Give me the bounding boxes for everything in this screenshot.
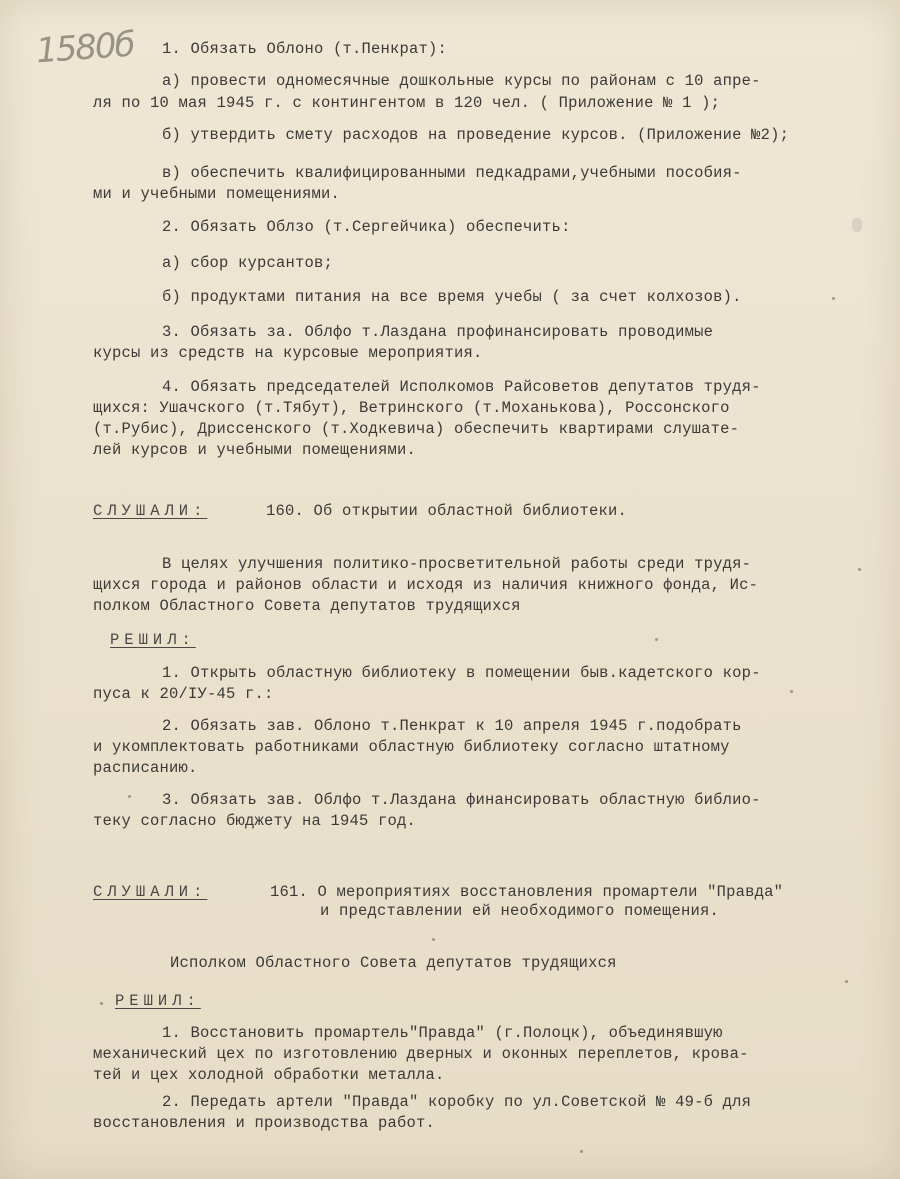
paper-dot (128, 795, 131, 798)
text-line: тей и цех холодной обработки металла. (93, 1066, 445, 1084)
paper-dot (580, 1150, 583, 1153)
text-line: теку согласно бюджету на 1945 год. (93, 812, 417, 830)
text-line: механический цех по изготовлению дверных и оконных переплетов, крова- (93, 1045, 749, 1063)
text-line: 1. Восстановить промартель"Правда" (г.Полоцк), объединявшую (162, 1024, 723, 1042)
text-line: а) сбор курсантов; (162, 254, 334, 272)
archive-number: 1580б (34, 24, 135, 72)
text-line: В целях улучшения политико-просветительной работы среди трудя- (162, 555, 752, 573)
text-line: а) провести одномесячные дошкольные курсы по районам с 10 апре- (162, 72, 761, 90)
label-reshil: РЕШИЛ: (110, 631, 196, 649)
paper-dot (655, 638, 658, 641)
text-line: щихся города и районов области и исходя из наличия книжного фонда, Ис- (93, 576, 759, 594)
text-line: Исполком Областного Совета депутатов трудящихся (170, 954, 617, 972)
text-line: 1. Обязать Облоно (т.Пенкрат): (162, 40, 448, 58)
text-line: полком Областного Совета депутатов трудящихся (93, 597, 521, 615)
label-slushali: СЛУШАЛИ: (93, 502, 208, 520)
label-slushali: СЛУШАЛИ: (93, 883, 208, 901)
paper-dot (832, 297, 835, 300)
text-line: б) утвердить смету расходов на проведение курсов. (Приложение №2); (162, 126, 790, 144)
text-line: ля по 10 мая 1945 г. с контингентом в 120 чел. ( Приложение № 1 ); (93, 94, 721, 112)
text-line: 4. Обязать председателей Исполкомов Райсоветов депутатов трудя- (162, 378, 761, 396)
text-line: ми и учебными помещениями. (93, 185, 341, 203)
paper-dot (858, 568, 861, 571)
text-line: пуса к 20/IУ-45 г.: (93, 685, 274, 703)
text-line: лей курсов и учебными помещениями. (93, 441, 417, 459)
text-line: (т.Рубис), Дриссенского (т.Ходкевича) обеспечить квартирами слушате- (93, 420, 740, 438)
text-line: расписанию. (93, 759, 198, 777)
text-line: 3. Обязать зав. Облфо т.Лаздана финансировать областную библио- (162, 791, 761, 809)
paper-dot (100, 1002, 103, 1005)
text-line: 2. Обязать Облзо (т.Сергейчика) обеспечить: (162, 218, 571, 236)
text-line: курсы из средств на курсовые мероприятия. (93, 344, 483, 362)
paper-dot (432, 938, 435, 941)
paper-speck (852, 218, 862, 232)
text-line: и укомплектовать работниками областную библиотеку согласно штатному (93, 738, 730, 756)
label-reshil: РЕШИЛ: (115, 992, 201, 1010)
agenda-item-160: 160. Об открытии областной библиотеки. (266, 502, 628, 520)
text-line: б) продуктами питания на все время учебы ( за счет колхозов). (162, 288, 742, 306)
text-line: восстановления и производства работ. (93, 1114, 436, 1132)
paper-dot (845, 980, 848, 983)
text-line: 2. Обязать зав. Облоно т.Пенкрат к 10 апреля 1945 г.подобрать (162, 717, 742, 735)
text-line: 1. Открыть областную библиотеку в помещении быв.кадетского кор- (162, 664, 761, 682)
text-line: и представлении ей необходимого помещения. (320, 902, 720, 920)
paper-dot (790, 690, 793, 693)
text-line: 2. Передать артели "Правда" коробку по ул.Советской № 49-б для (162, 1093, 752, 1111)
agenda-item-161: 161. О мероприятиях восстановления промартели "Правда" (270, 883, 784, 901)
text-line: щихся: Ушачского (т.Тябут), Ветринского (т.Моханькова), Россонского (93, 399, 730, 417)
text-line: 3. Обязать за. Облфо т.Лаздана профинансировать проводимые (162, 323, 714, 341)
text-line: в) обеспечить квалифицированными педкадрами,учебными пособия- (162, 164, 742, 182)
